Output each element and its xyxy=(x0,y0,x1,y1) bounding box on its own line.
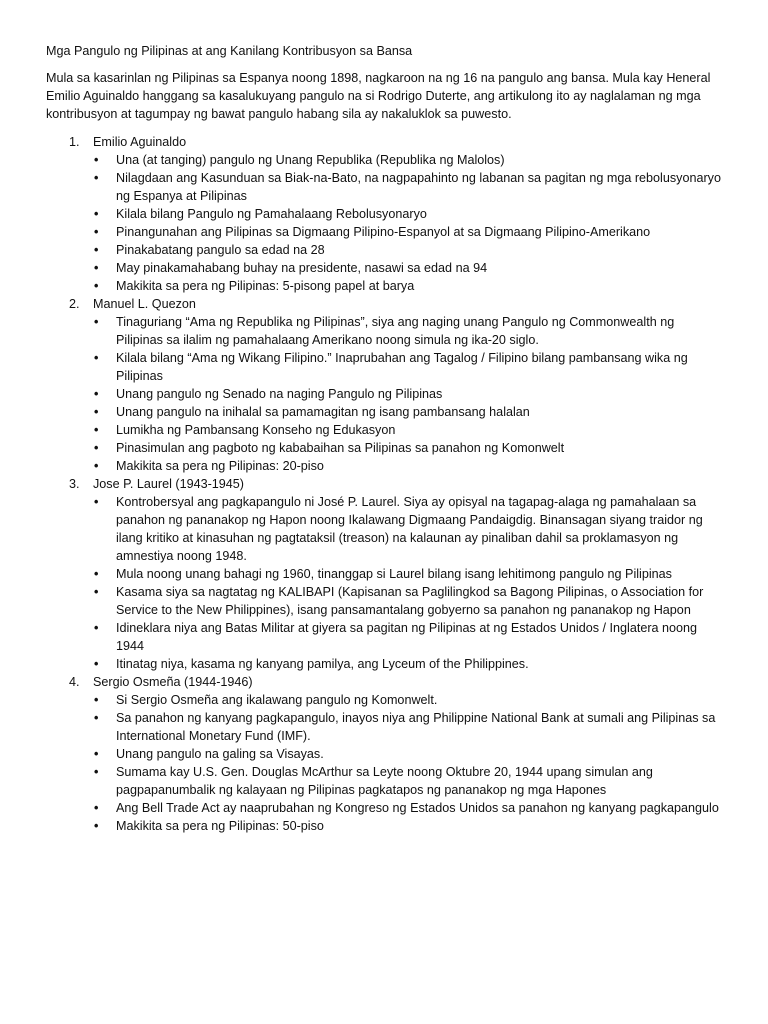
contribution-item: • Makikita sa pera ng Pilipinas: 50-piso xyxy=(116,817,722,835)
contribution-item: • May pinakamahabang buhay na presidente, nasawi sa edad na 94 xyxy=(116,259,722,277)
contribution-list xyxy=(93,313,722,475)
contribution-item: • Idineklara niya ang Batas Militar at giyera sa pagitan ng Pilipinas at ng Estados Unidos / Inglatera noong 1944 xyxy=(116,619,722,655)
contribution-item: • Lumikha ng Pambansang Konseho ng Edukasyon xyxy=(116,421,722,439)
president-name: Jose P. Laurel (1943-1945) xyxy=(93,477,244,491)
contribution-item: • Pinasimulan ang pagboto ng kababaihan sa Pilipinas sa panahon ng Komonwelt xyxy=(116,439,722,457)
president-name: Sergio Osmeña (1944-1946) xyxy=(93,675,253,689)
contribution-list xyxy=(93,493,722,673)
contribution-item: • Unang pangulo na galing sa Visayas. xyxy=(116,745,722,763)
contribution-item: • Makikita sa pera ng Pilipinas: 20-piso xyxy=(116,457,722,475)
intro-paragraph: Mula sa kasarinlan ng Pilipinas sa Espanya noong 1898, nagkaroon na ng 16 na pangulo ang bansa. Mula kay Heneral Emilio Aguinaldo hanggang sa kasalukuyang pangulo na si Rodrigo Duterte, ang artikulong ito ay naglalaman ng mga kontribusyon at tagumpay ng bawat pangulo habang sila ay nakaluklok sa puwesto. xyxy=(46,71,711,121)
contribution-list xyxy=(93,151,722,295)
contribution-item: • Nilagdaan ang Kasunduan sa Biak-na-Bato, na nagpapahinto ng labanan sa pagitan ng mga rebolusyonaryo ng Espanya at Pilipinas xyxy=(116,169,722,205)
contribution-item: • Sumama kay U.S. Gen. Douglas McArthur sa Leyte noong Oktubre 20, 1944 upang simulan ang pagpapanumbalik ng kalayaan ng Pilipinas pagkatapos ng pananakop ng mga Hapones xyxy=(116,763,722,799)
contribution-list xyxy=(93,691,722,835)
contribution-item: • Sa panahon ng kanyang pagkapangulo, inayos niya ang Philippine National Bank at sumali ang Pilipinas sa International Monetary Fund (IMF). xyxy=(116,709,722,745)
presidents-list xyxy=(46,133,722,835)
contribution-item: • Itinatag niya, kasama ng kanyang pamilya, ang Lyceum of the Philippines. xyxy=(116,655,722,673)
contribution-item: • Una (at tanging) pangulo ng Unang Republika (Republika ng Malolos) xyxy=(116,151,722,169)
contribution-item: • Tinaguriang “Ama ng Republika ng Pilipinas”, siya ang naging unang Pangulo ng Commonwealth ng Pilipinas sa ilalim ng pamahalaang Amerikano noong simula ng ika-20 siglo. xyxy=(116,313,722,349)
president-item xyxy=(93,133,722,295)
president-name: Manuel L. Quezon xyxy=(93,297,196,311)
contribution-item: • Pinangunahan ang Pilipinas sa Digmaang Pilipino-Espanyol at sa Digmaang Pilipino-Amerikano xyxy=(116,223,722,241)
contribution-item: • Kasama siya sa nagtatag ng KALIBAPI (Kapisanan sa Paglilingkod sa Bagong Pilipinas, o Association for Service to the New Philippines), isang pansamantalang gobyerno sa panahon ng pananakop ng Hapon xyxy=(116,583,722,619)
contribution-item: • Kilala bilang “Ama ng Wikang Filipino.” Inaprubahan ang Tagalog / Filipino bilang pambansang wika ng Pilipinas xyxy=(116,349,722,385)
contribution-item: • Kontrobersyal ang pagkapangulo ni José P. Laurel. Siya ay opisyal na tagapag-alaga ng pamahalaan sa panahon ng pananakop ng Hapon noong Ikalawang Digmaang Pandaigdig. Binansagan siyang traidor ng ilang kritiko at kinasuhan ng pagtataksil (treason) na kalaunan ay pinaliban dahil sa proklamasyon ng amnestiya noong 1948. xyxy=(116,493,722,565)
contribution-item: • Kilala bilang Pangulo ng Pamahalaang Rebolusyonaryo xyxy=(116,205,722,223)
contribution-item: • Unang pangulo ng Senado na naging Pangulo ng Pilipinas xyxy=(116,385,722,403)
contribution-item: • Mula noong unang bahagi ng 1960, tinanggap si Laurel bilang isang lehitimong pangulo ng Pilipinas xyxy=(116,565,722,583)
president-item xyxy=(93,295,722,475)
president-name: Emilio Aguinaldo xyxy=(93,135,187,149)
contribution-item: • Si Sergio Osmeña ang ikalawang pangulo ng Komonwelt. xyxy=(116,691,722,709)
contribution-item: • Pinakabatang pangulo sa edad na 28 xyxy=(116,241,722,259)
contribution-item: • Makikita sa pera ng Pilipinas: 5-pisong papel at barya xyxy=(116,277,722,295)
president-item xyxy=(93,475,722,673)
contribution-item: • Ang Bell Trade Act ay naaprubahan ng Kongreso ng Estados Unidos sa panahon ng kanyang pagkapangulo xyxy=(116,799,722,817)
contribution-item: • Unang pangulo na inihalal sa pamamagitan ng isang pambansang halalan xyxy=(116,403,722,421)
president-item xyxy=(93,673,722,835)
document-title: Mga Pangulo ng Pilipinas at ang Kanilang Kontribusyon sa Bansa xyxy=(46,44,413,58)
